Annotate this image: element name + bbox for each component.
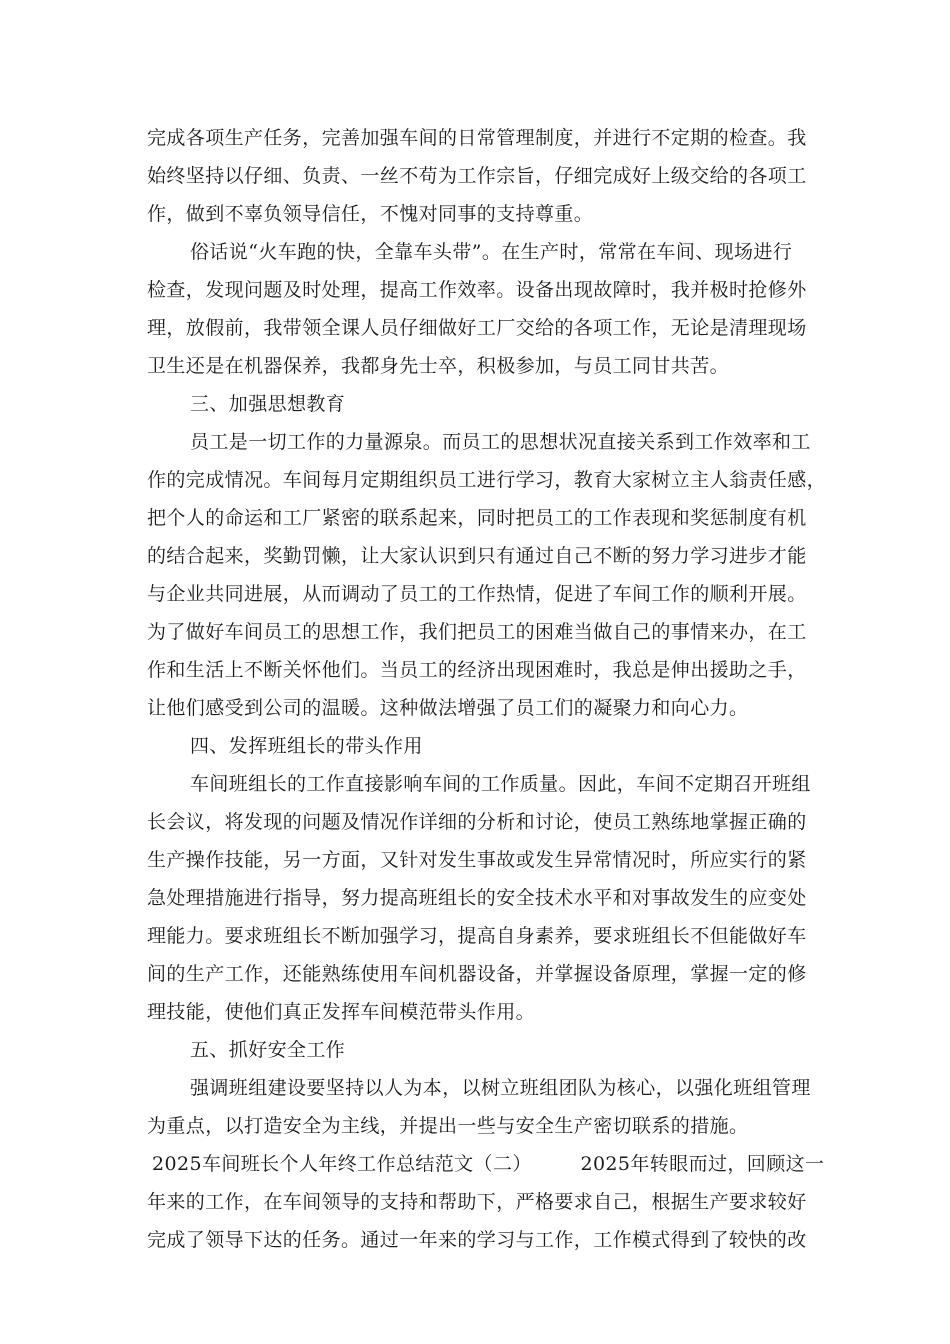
body-line: 理，放假前，我带领全课人员仔细做好工厂交给的各项工作，无论是清理现场 xyxy=(147,317,807,339)
body-line: 让他们感受到公司的温暖。这种做法增强了员工们的凝聚力和向心力。 xyxy=(147,697,749,719)
section-heading: 四、发挥班组长的带头作用 xyxy=(190,735,423,757)
body-line: 急处理措施进行指导，努力提高班组长的安全技术水平和对事故发生的应变处 xyxy=(147,887,807,909)
article-title-line: 2025车间班长个人年终工作总结范文（二） 2025年转眼而过，回顾这一 xyxy=(152,1153,825,1175)
body-line: 为了做好车间员工的思想工作，我们把员工的困难当做自己的事情来办，在工 xyxy=(147,621,807,643)
body-line: 理技能，使他们真正发挥车间模范带头作用。 xyxy=(147,1001,536,1023)
paragraph-start-line: 车间班组长的工作直接影响车间的工作质量。因此，车间不定期召开班组 xyxy=(190,773,811,795)
body-line: 把个人的命运和工厂紧密的联系起来，同时把员工的工作表现和奖惩制度有机 xyxy=(147,507,807,529)
body-line: 作，做到不辜负领导信任，不愧对同事的支持尊重。 xyxy=(147,203,594,225)
body-line: 间的生产工作，还能熟练使用车间机器设备，并掌握设备原理，掌握一定的修 xyxy=(147,963,807,985)
paragraph-start-line: 俗话说“火车跑的快，全靠车头带”。在生产时，常常在车间、现场进行 xyxy=(190,241,793,263)
body-line: 生产操作技能，另一方面，又针对发生事故或发生异常情况时，所应实行的紧 xyxy=(147,849,807,871)
body-line: 的结合起来，奖勤罚懒，让大家认识到只有通过自己不断的努力学习进步才能 xyxy=(147,545,807,567)
body-line: 完成了领导下达的任务。通过一年来的学习与工作，工作模式得到了较快的改 xyxy=(147,1229,807,1251)
body-line: 完成各项生产任务，完善加强车间的日常管理制度，并进行不定期的检查。我 xyxy=(147,127,807,149)
body-line: 作的完成情况。车间每月定期组织员工进行学习，教育大家树立主人翁责任感， xyxy=(147,469,827,491)
body-line: 作和生活上不断关怀他们。当员工的经济出现困难时，我总是伸出援助之手， xyxy=(147,659,807,681)
paragraph-start-line: 强调班组建设要坚持以人为本，以树立班组团队为核心，以强化班组管理 xyxy=(190,1077,811,1099)
section-heading: 三、加强思想教育 xyxy=(190,393,346,415)
body-line: 卫生还是在机器保养，我都身先士卒，积极参加，与员工同甘共苦。 xyxy=(147,355,730,377)
body-line: 始终坚持以仔细、负责、一丝不苟为工作宗旨，仔细完成好上级交给的各项工 xyxy=(147,165,807,187)
body-line: 与企业共同进展，从而调动了员工的工作热情，促进了车间工作的顺利开展。 xyxy=(147,583,807,605)
body-line: 检查，发现问题及时处理，提高工作效率。设备出现故障时，我并极时抢修外 xyxy=(147,279,807,301)
body-line: 长会议，将发现的问题及情况作详细的分析和讨论，使员工熟练地掌握正确的 xyxy=(147,811,807,833)
body-line: 年来的工作，在车间领导的支持和帮助下，严格要求自己，根据生产要求较好 xyxy=(147,1191,807,1213)
body-line: 为重点，以打造安全为主线，并提出一些与安全生产密切联系的措施。 xyxy=(147,1115,749,1137)
body-line: 理能力。要求班组长不断加强学习，提高自身素养，要求班组长不但能做好车 xyxy=(147,925,807,947)
section-heading: 五、抓好安全工作 xyxy=(190,1039,346,1061)
paragraph-start-line: 员工是一切工作的力量源泉。而员工的思想状况直接关系到工作效率和工 xyxy=(190,431,811,453)
